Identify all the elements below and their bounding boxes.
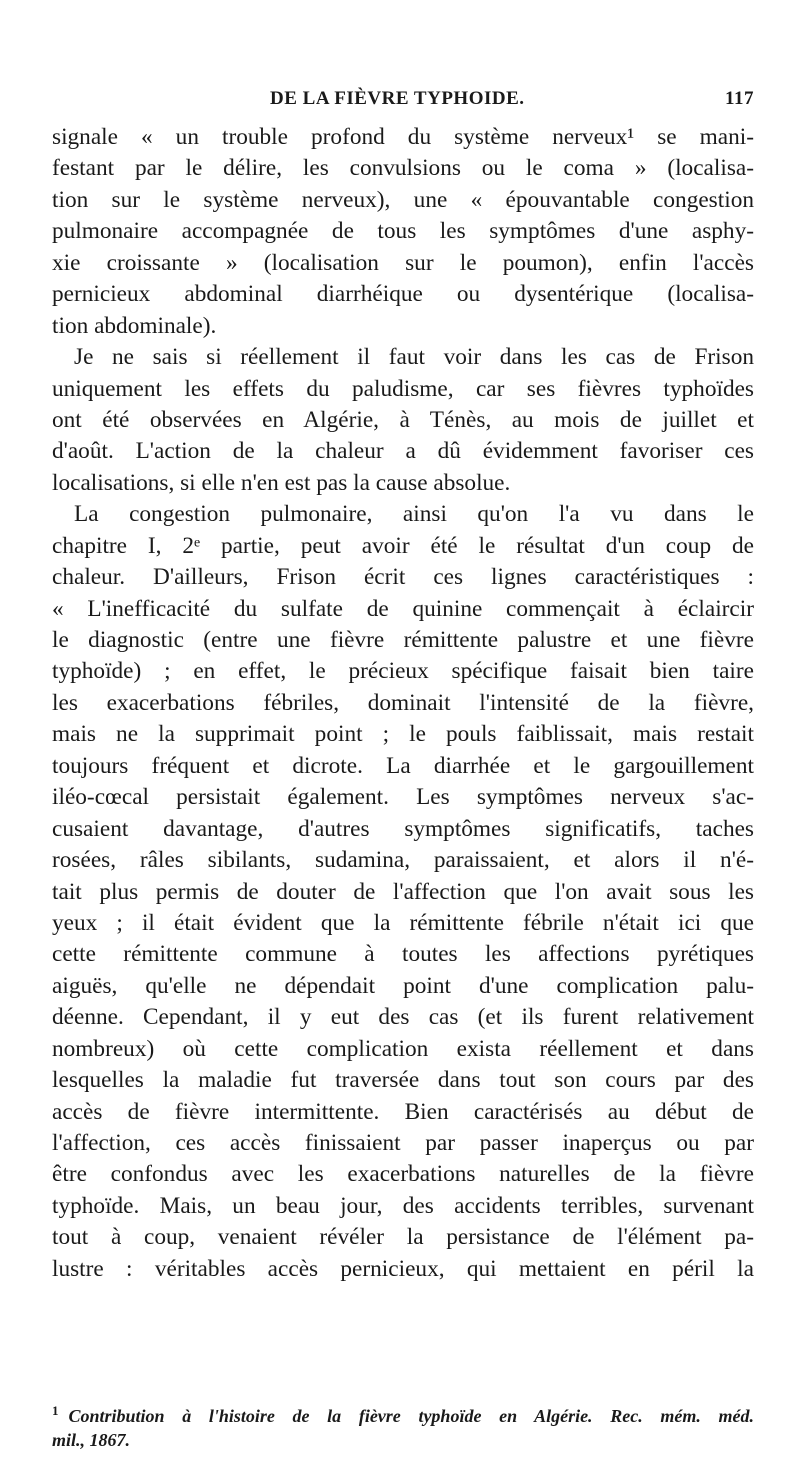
text-line: ont été observées en Algérie, à Ténès, au mois de juillet et <box>52 406 754 433</box>
text-line: xie croissante » (localisation sur le poumon), enfin l'accès <box>52 249 754 276</box>
body-text <box>52 122 754 1285</box>
text-line: d'août. L'action de la chaleur a dû évidemment favoriser ces <box>52 438 754 465</box>
text-line: le diagnostic (entre une fièvre rémittente palustre et une fièvre <box>52 627 754 653</box>
text-line: mais ne la supprimait point ; le pouls faiblissait, mais restait <box>52 721 754 748</box>
text-line: tion sur le système nerveux), une « épouvantable congestion <box>52 186 754 213</box>
text-line: yeux ; il était évident que la rémittente fébrile n'était ici que <box>52 909 754 936</box>
text-line: « L'inefficacité du sulfate de quinine commençait à éclaircir <box>52 595 754 622</box>
text-line: être confondus avec les exacerbations naturelles de la fièvre <box>52 1161 754 1188</box>
text-line: toujours fréquent et dicrote. La diarrhée et le gargouillement <box>52 752 754 779</box>
footnote-line <box>52 1399 754 1428</box>
text-line: rosées, râles sibilants, sudamina, paraissaient, et alors il n'é- <box>52 847 754 874</box>
text-line: chapitre I, 2ᵉ partie, peut avoir été le résultat d'un coup de <box>52 532 754 559</box>
footnote-text: Contribution à l'histoire de la fièvre typhoïde en Algérie. Rec. mém. méd. <box>68 1406 754 1426</box>
text-line: festant par le délire, les convulsions ou le coma » (localisa- <box>52 155 754 182</box>
text-line: lustre : véritables accès pernicieux, qui mettaient en péril la <box>52 1255 754 1282</box>
text-line: déenne. Cependant, il y eut des cas (et ils furent relativement <box>52 1004 754 1031</box>
text-line: tait plus permis de douter de l'affection que l'on avait sous les <box>52 878 754 905</box>
text-line: tout à coup, venaient révéler la persistance de l'élément pa- <box>52 1224 754 1251</box>
text-line: cette rémittente commune à toutes les affections pyrétiques <box>52 941 754 968</box>
text-line: cusaient davantage, d'autres symptômes significatifs, taches <box>52 815 754 842</box>
text-line: aiguës, qu'elle ne dépendait point d'une complication palu- <box>52 972 754 999</box>
text-line: nombreux) où cette complication exista réellement et dans <box>52 1035 754 1062</box>
page-number: 117 <box>725 88 754 109</box>
text-line: l'affection, ces accès finissaient par passer inaperçus ou par <box>52 1130 754 1156</box>
text-line: chaleur. D'ailleurs, Frison écrit ces lignes caractéristiques : <box>52 564 754 591</box>
footnote <box>52 1399 754 1452</box>
text-line: uniquement les effets du paludisme, car ses fièvres typhoïdes <box>52 375 754 402</box>
text-line: Je ne sais si réellement il faut voir dans les cas de Frison <box>74 344 754 371</box>
text-line: les exacerbations fébriles, dominait l'intensité de la fièvre, <box>52 689 754 716</box>
text-line: accès de fièvre intermittente. Bien caractérisés au début de <box>52 1098 754 1125</box>
text-line: pernicieux abdominal diarrhéique ou dysentérique (localisa- <box>52 281 754 308</box>
text-line: localisations, si elle n'en est pas la cause absolue. <box>52 469 511 496</box>
text-line: typhoïde. Mais, un beau jour, des accidents terribles, survenant <box>52 1192 754 1219</box>
text-line: La congestion pulmonaire, ainsi qu'on l'a vu dans le <box>74 501 754 528</box>
running-header <box>52 88 754 118</box>
text-line: iléo-cœcal persistait également. Les symptômes nerveux s'ac- <box>52 784 754 811</box>
text-line: lesquelles la maladie fut traversée dans tout son cours par des <box>52 1067 754 1094</box>
footnote-marker: 1 <box>52 1403 59 1418</box>
text-line: signale « un trouble profond du système nerveux¹ se mani- <box>52 124 754 150</box>
running-title: DE LA FIÈVRE TYPHOIDE. <box>270 88 525 109</box>
footnote-line: mil., 1867. <box>52 1430 131 1450</box>
text-line: typhoïde) ; en effet, le précieux spécifique faisait bien taire <box>52 658 754 685</box>
text-line: tion abdominale). <box>52 312 217 339</box>
text-line: pulmonaire accompagnée de tous les symptômes d'une asphy- <box>52 218 754 245</box>
